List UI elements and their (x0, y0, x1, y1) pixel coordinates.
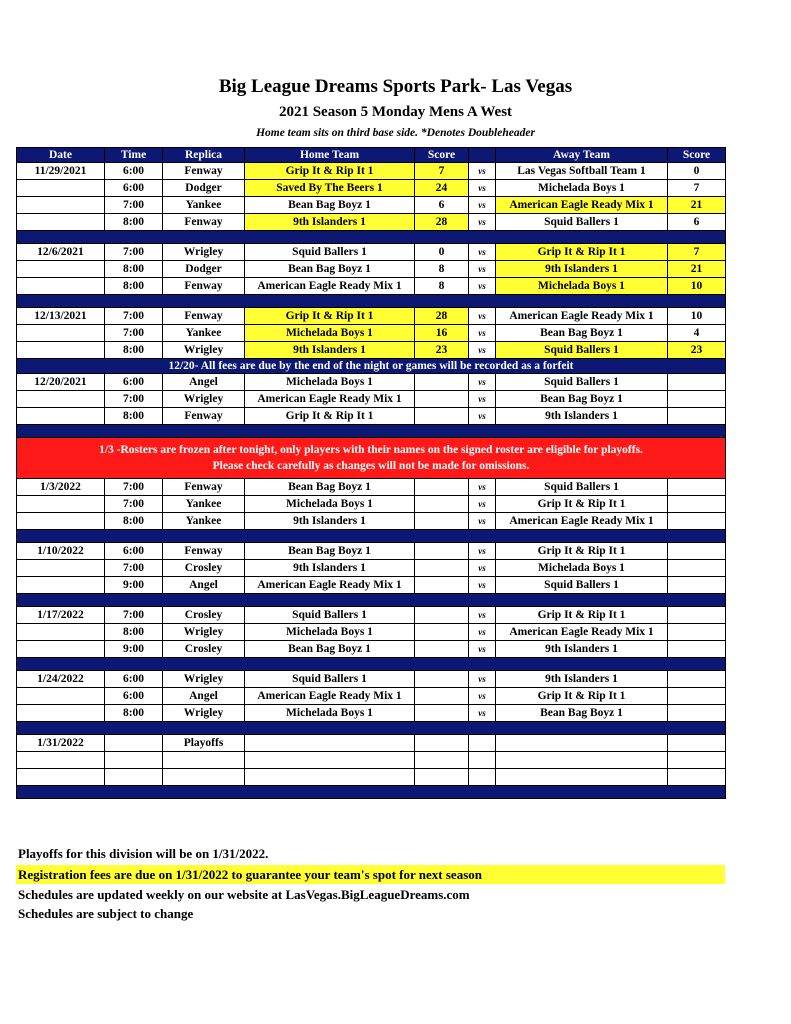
home-score: 16 (415, 325, 469, 342)
game-row (17, 560, 726, 577)
field-replica: Wrigley (163, 705, 245, 722)
separator-row (17, 722, 726, 735)
game-row (17, 752, 726, 769)
away-team (496, 769, 668, 786)
away-score (668, 496, 726, 513)
vs-label: vs (469, 607, 496, 624)
game-date (17, 560, 105, 577)
game-row (17, 342, 726, 359)
header-row (17, 148, 726, 163)
field-replica: Fenway (163, 214, 245, 231)
home-team: Squid Ballers 1 (245, 607, 415, 624)
vs-label: vs (469, 261, 496, 278)
vs-label: vs (469, 180, 496, 197)
field-replica: Dodger (163, 180, 245, 197)
away-team: Squid Ballers 1 (496, 342, 668, 359)
home-team: Michelada Boys 1 (245, 374, 415, 391)
separator-cell (17, 231, 726, 244)
vs-label: vs (469, 513, 496, 530)
vs-label: vs (469, 197, 496, 214)
vs-label: vs (469, 325, 496, 342)
home-score: 8 (415, 278, 469, 295)
game-row (17, 671, 726, 688)
away-score (668, 735, 726, 752)
away-score (668, 408, 726, 425)
game-time: 6:00 (105, 543, 163, 560)
away-team: American Eagle Ready Mix 1 (496, 197, 668, 214)
home-score (415, 607, 469, 624)
home-score: 8 (415, 261, 469, 278)
home-team: Grip It & Rip It 1 (245, 408, 415, 425)
away-score: 7 (668, 180, 726, 197)
game-date (17, 214, 105, 231)
away-team: Grip It & Rip It 1 (496, 496, 668, 513)
away-team: Grip It & Rip It 1 (496, 607, 668, 624)
game-date (17, 513, 105, 530)
home-team (245, 769, 415, 786)
away-score (668, 391, 726, 408)
home-score: 28 (415, 214, 469, 231)
game-time: 6:00 (105, 688, 163, 705)
game-date (17, 342, 105, 359)
game-row (17, 163, 726, 180)
field-replica: Crosley (163, 560, 245, 577)
home-team: 9th Islanders 1 (245, 513, 415, 530)
home-team: Bean Bag Boyz 1 (245, 641, 415, 658)
vs-label: vs (469, 278, 496, 295)
field-replica: Yankee (163, 513, 245, 530)
game-row (17, 308, 726, 325)
field-replica: Crosley (163, 641, 245, 658)
away-score (668, 688, 726, 705)
home-score (415, 688, 469, 705)
home-team: Bean Bag Boyz 1 (245, 261, 415, 278)
game-time: 7:00 (105, 560, 163, 577)
home-team-note: Home team sits on third base side. *Denotes Doubleheader (256, 127, 535, 139)
away-score: 23 (668, 342, 726, 359)
separator-row (17, 530, 726, 543)
away-score (668, 513, 726, 530)
vs-label: vs (469, 408, 496, 425)
away-team: Bean Bag Boyz 1 (496, 325, 668, 342)
vs-label: vs (469, 374, 496, 391)
game-row (17, 705, 726, 722)
game-date: 12/13/2021 (17, 308, 105, 325)
game-time: 7:00 (105, 244, 163, 261)
away-score: 10 (668, 278, 726, 295)
home-score: 0 (415, 244, 469, 261)
game-row (17, 261, 726, 278)
game-time: 7:00 (105, 479, 163, 496)
away-score (668, 641, 726, 658)
game-row (17, 496, 726, 513)
away-score: 6 (668, 214, 726, 231)
home-team: Squid Ballers 1 (245, 244, 415, 261)
home-score (415, 577, 469, 594)
home-score: 24 (415, 180, 469, 197)
game-date (17, 325, 105, 342)
home-score (415, 543, 469, 560)
game-row (17, 543, 726, 560)
col-away-team: Away Team (496, 148, 668, 163)
home-team: Saved By The Beers 1 (245, 180, 415, 197)
fees-notice: 12/20- All fees are due by the end of the night or games will be recorded as a forfeit (17, 359, 726, 374)
playoffs-note: Playoffs for this division will be on 1/31/2022. (18, 846, 269, 861)
game-time: 9:00 (105, 577, 163, 594)
vs-label: vs (469, 496, 496, 513)
col-time: Time (105, 148, 163, 163)
away-team: 9th Islanders 1 (496, 408, 668, 425)
vs-label: vs (469, 479, 496, 496)
away-score (668, 560, 726, 577)
game-time: 7:00 (105, 325, 163, 342)
game-time: 6:00 (105, 671, 163, 688)
away-team: 9th Islanders 1 (496, 671, 668, 688)
col-home-score: Score (415, 148, 469, 163)
separator-cell (17, 295, 726, 308)
vs-label: vs (469, 163, 496, 180)
vs-label (469, 769, 496, 786)
home-team: 9th Islanders 1 (245, 560, 415, 577)
separator-cell (17, 786, 726, 799)
home-team: Michelada Boys 1 (245, 705, 415, 722)
home-team (245, 735, 415, 752)
away-score (668, 374, 726, 391)
home-score (415, 496, 469, 513)
home-team: American Eagle Ready Mix 1 (245, 278, 415, 295)
separator-cell (17, 594, 726, 607)
home-team: Bean Bag Boyz 1 (245, 543, 415, 560)
vs-label: vs (469, 688, 496, 705)
away-team: 9th Islanders 1 (496, 641, 668, 658)
game-time: 7:00 (105, 308, 163, 325)
field-replica: Yankee (163, 325, 245, 342)
away-team: Grip It & Rip It 1 (496, 543, 668, 560)
away-team: Grip It & Rip It 1 (496, 688, 668, 705)
game-row (17, 769, 726, 786)
separator-cell (17, 658, 726, 671)
home-team: American Eagle Ready Mix 1 (245, 688, 415, 705)
away-score (668, 752, 726, 769)
game-row (17, 513, 726, 530)
away-score: 0 (668, 163, 726, 180)
game-row (17, 641, 726, 658)
game-row (17, 607, 726, 624)
game-row (17, 408, 726, 425)
away-team (496, 752, 668, 769)
roster-notice (17, 438, 726, 479)
col-home-team: Home Team (245, 148, 415, 163)
game-time: 7:00 (105, 607, 163, 624)
home-team: Bean Bag Boyz 1 (245, 479, 415, 496)
game-row (17, 214, 726, 231)
field-replica (163, 752, 245, 769)
home-team: Grip It & Rip It 1 (245, 308, 415, 325)
away-team: Squid Ballers 1 (496, 577, 668, 594)
game-time: 8:00 (105, 261, 163, 278)
home-team: Squid Ballers 1 (245, 671, 415, 688)
game-time: 8:00 (105, 624, 163, 641)
home-score (415, 671, 469, 688)
game-date (17, 752, 105, 769)
game-time: 9:00 (105, 641, 163, 658)
game-date (17, 624, 105, 641)
field-replica: Fenway (163, 479, 245, 496)
separator-cell (17, 722, 726, 735)
vs-label: vs (469, 641, 496, 658)
field-replica (163, 769, 245, 786)
fees-notice-row (17, 359, 726, 374)
away-team: Michelada Boys 1 (496, 180, 668, 197)
away-team: Grip It & Rip It 1 (496, 244, 668, 261)
home-team: Michelada Boys 1 (245, 325, 415, 342)
field-replica: Playoffs (163, 735, 245, 752)
away-score (668, 769, 726, 786)
field-replica: Fenway (163, 543, 245, 560)
away-score: 7 (668, 244, 726, 261)
field-replica: Wrigley (163, 244, 245, 261)
game-row (17, 577, 726, 594)
game-time (105, 752, 163, 769)
game-date (17, 197, 105, 214)
separator-row (17, 231, 726, 244)
vs-label: vs (469, 560, 496, 577)
game-date (17, 408, 105, 425)
field-replica: Yankee (163, 197, 245, 214)
roster-notice-line1: 1/3 -Rosters are frozen after tonight, only players with their names on the signed roster are eligible for playoffs. (99, 444, 643, 456)
home-score (415, 769, 469, 786)
home-team: American Eagle Ready Mix 1 (245, 577, 415, 594)
game-date (17, 391, 105, 408)
field-replica: Wrigley (163, 391, 245, 408)
field-replica: Fenway (163, 163, 245, 180)
home-score (415, 408, 469, 425)
game-date (17, 496, 105, 513)
away-score (668, 705, 726, 722)
away-score: 4 (668, 325, 726, 342)
away-score (668, 671, 726, 688)
game-row (17, 735, 726, 752)
field-replica: Dodger (163, 261, 245, 278)
game-time (105, 735, 163, 752)
vs-label: vs (469, 244, 496, 261)
game-time: 7:00 (105, 391, 163, 408)
game-row (17, 180, 726, 197)
schedule-table (16, 147, 726, 799)
game-date: 1/3/2022 (17, 479, 105, 496)
page-title: Big League Dreams Sports Park- Las Vegas (218, 76, 573, 97)
col-away-score: Score (668, 148, 726, 163)
away-team (496, 735, 668, 752)
game-row (17, 244, 726, 261)
schedule-body (17, 163, 726, 799)
vs-label (469, 752, 496, 769)
away-team: Squid Ballers 1 (496, 479, 668, 496)
field-replica: Crosley (163, 607, 245, 624)
game-time: 8:00 (105, 278, 163, 295)
col-vs (469, 148, 496, 163)
vs-label: vs (469, 214, 496, 231)
away-team: Michelada Boys 1 (496, 560, 668, 577)
game-time: 8:00 (105, 705, 163, 722)
roster-notice-row (17, 438, 726, 479)
game-date: 1/17/2022 (17, 607, 105, 624)
separator-cell (17, 530, 726, 543)
game-date: 11/29/2021 (17, 163, 105, 180)
game-time: 8:00 (105, 408, 163, 425)
game-date (17, 278, 105, 295)
away-score (668, 543, 726, 560)
field-replica: Fenway (163, 408, 245, 425)
game-row (17, 479, 726, 496)
registration-note: Registration fees are due on 1/31/2022 to guarantee your team's spot for next season (16, 865, 725, 884)
home-team: Michelada Boys 1 (245, 496, 415, 513)
home-score (415, 705, 469, 722)
vs-label: vs (469, 671, 496, 688)
away-team: American Eagle Ready Mix 1 (496, 624, 668, 641)
game-row (17, 325, 726, 342)
game-date (17, 641, 105, 658)
game-date: 1/24/2022 (17, 671, 105, 688)
col-replica: Replica (163, 148, 245, 163)
game-row (17, 688, 726, 705)
vs-label: vs (469, 391, 496, 408)
game-date: 1/31/2022 (17, 735, 105, 752)
game-time: 6:00 (105, 180, 163, 197)
game-date (17, 769, 105, 786)
home-score (415, 752, 469, 769)
home-score: 7 (415, 163, 469, 180)
vs-label: vs (469, 705, 496, 722)
game-time: 6:00 (105, 163, 163, 180)
away-team: Squid Ballers 1 (496, 214, 668, 231)
home-score (415, 624, 469, 641)
home-score (415, 374, 469, 391)
away-team: Bean Bag Boyz 1 (496, 705, 668, 722)
separator-row (17, 295, 726, 308)
away-score (668, 607, 726, 624)
away-team: Squid Ballers 1 (496, 374, 668, 391)
home-team: Grip It & Rip It 1 (245, 163, 415, 180)
vs-label: vs (469, 342, 496, 359)
home-score (415, 641, 469, 658)
away-team: Bean Bag Boyz 1 (496, 391, 668, 408)
home-score (415, 391, 469, 408)
home-team (245, 752, 415, 769)
game-row (17, 624, 726, 641)
separator-row (17, 425, 726, 438)
away-team: 9th Islanders 1 (496, 261, 668, 278)
game-date: 12/20/2021 (17, 374, 105, 391)
away-team: American Eagle Ready Mix 1 (496, 513, 668, 530)
field-replica: Wrigley (163, 342, 245, 359)
home-score: 6 (415, 197, 469, 214)
game-row (17, 197, 726, 214)
separator-row (17, 786, 726, 799)
home-team: 9th Islanders 1 (245, 214, 415, 231)
away-score: 21 (668, 197, 726, 214)
game-time: 7:00 (105, 496, 163, 513)
change-note: Schedules are subject to change (18, 906, 194, 921)
vs-label: vs (469, 543, 496, 560)
game-row (17, 374, 726, 391)
vs-label: vs (469, 308, 496, 325)
col-date: Date (17, 148, 105, 163)
home-team: 9th Islanders 1 (245, 342, 415, 359)
game-date (17, 705, 105, 722)
home-team: American Eagle Ready Mix 1 (245, 391, 415, 408)
home-score: 23 (415, 342, 469, 359)
home-score: 28 (415, 308, 469, 325)
game-row (17, 278, 726, 295)
field-replica: Angel (163, 374, 245, 391)
field-replica: Wrigley (163, 671, 245, 688)
game-time: 7:00 (105, 197, 163, 214)
home-team: Bean Bag Boyz 1 (245, 197, 415, 214)
home-score (415, 735, 469, 752)
vs-label: vs (469, 624, 496, 641)
separator-cell (17, 425, 726, 438)
game-row (17, 391, 726, 408)
away-score (668, 479, 726, 496)
website-note: Schedules are updated weekly on our website at LasVegas.BigLeagueDreams.com (18, 887, 470, 902)
season-subtitle: 2021 Season 5 Monday Mens A West (278, 104, 513, 120)
game-date (17, 688, 105, 705)
home-score (415, 560, 469, 577)
game-date: 1/10/2022 (17, 543, 105, 560)
field-replica: Angel (163, 688, 245, 705)
game-date: 12/6/2021 (17, 244, 105, 261)
game-time: 8:00 (105, 214, 163, 231)
game-date (17, 261, 105, 278)
home-team: Michelada Boys 1 (245, 624, 415, 641)
away-score: 10 (668, 308, 726, 325)
away-team: Las Vegas Softball Team 1 (496, 163, 668, 180)
game-time: 8:00 (105, 513, 163, 530)
away-team: American Eagle Ready Mix 1 (496, 308, 668, 325)
field-replica: Wrigley (163, 624, 245, 641)
home-score (415, 479, 469, 496)
home-score (415, 513, 469, 530)
away-score (668, 577, 726, 594)
vs-label (469, 735, 496, 752)
game-time (105, 769, 163, 786)
away-team: Michelada Boys 1 (496, 278, 668, 295)
roster-notice-line2: Please check carefully as changes will not be made for omissions. (212, 460, 530, 472)
field-replica: Yankee (163, 496, 245, 513)
away-score: 21 (668, 261, 726, 278)
vs-label: vs (469, 577, 496, 594)
field-replica: Angel (163, 577, 245, 594)
away-score (668, 624, 726, 641)
separator-row (17, 594, 726, 607)
field-replica: Fenway (163, 278, 245, 295)
game-date (17, 577, 105, 594)
field-replica: Fenway (163, 308, 245, 325)
game-time: 6:00 (105, 374, 163, 391)
separator-row (17, 658, 726, 671)
game-time: 8:00 (105, 342, 163, 359)
game-date (17, 180, 105, 197)
